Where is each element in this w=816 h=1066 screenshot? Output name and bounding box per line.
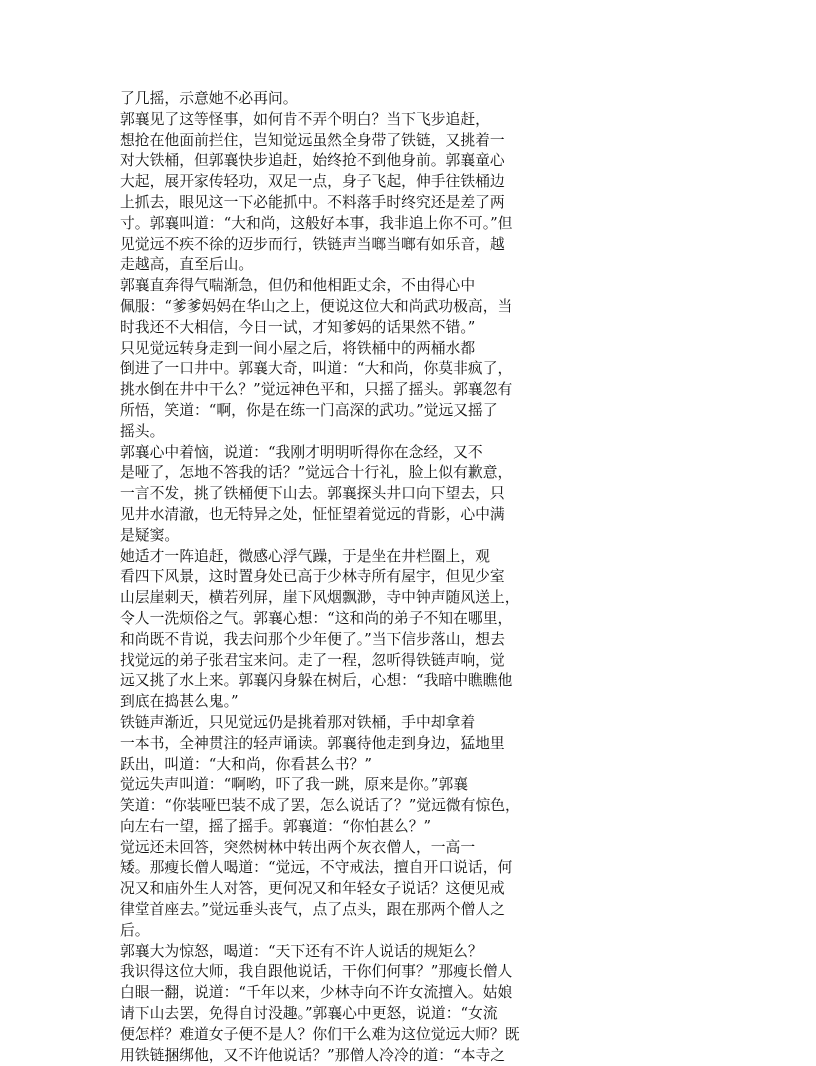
text-line: 山层崖刺天，横若列屏，崖下风烟飘渺，寺中钟声随风送上， — [120, 589, 520, 607]
text-line: 况又和庙外生人对答，更何况又和年轻女子说话？这便见戒 — [120, 880, 505, 898]
text-line: 用铁链捆绑他，又不许他说话？”那僧人冷冷的道：“本寺之 — [120, 1046, 506, 1064]
text-line: 请下山去罢，免得自讨没趣。”郭襄心中更怒，说道：“女流 — [120, 1005, 498, 1023]
text-line: 想抢在他面前拦住，岂知觉远虽然全身带了铁链，又挑着一 — [120, 131, 505, 149]
text-line: 是哑了，怎地不答我的话？”觉远合十行礼，脸上似有歉意， — [120, 464, 513, 482]
text-line: 走越高，直至后山。 — [120, 256, 254, 274]
text-line: 郭襄心中着恼，说道：“我刚才明明听得你在念经，又不 — [120, 443, 483, 461]
text-line: 铁链声渐近，只见觉远仍是挑着那对铁桶，手中却拿着 — [120, 713, 476, 731]
text-line: 远又挑了水上来。郭襄闪身躲在树后，心想：“我暗中瞧瞧他 — [120, 672, 513, 690]
text-line: 郭襄直奔得气喘渐急，但仍和他相距丈余，不由得心中 — [120, 277, 476, 295]
text-line: 看四下风景，这时置身处已高于少林寺所有屋宇，但见少室 — [120, 568, 505, 586]
text-line: 跃出，叫道：“大和尚，你看甚么书？” — [120, 755, 372, 773]
text-line: 寸。郭襄叫道：“大和尚，这般好本事，我非追上你不可。”但 — [120, 214, 513, 232]
text-line: 她适才一阵追赶，微感心浮气躁，于是坐在井栏圈上，观 — [120, 547, 490, 565]
text-line: 和尚既不肯说，我去问那个少年便了。”当下信步落山，想去 — [120, 630, 505, 648]
text-line: 后。 — [120, 921, 150, 939]
text-line: 一言不发，挑了铁桶便下山去。郭襄探头井口向下望去，只 — [120, 485, 505, 503]
text-line: 见井水清澈，也无特异之处，怔怔望着觉远的背影，心中满 — [120, 505, 505, 523]
text-line: 白眼一翻，说道：“千年以来，少林寺向不许女流擅入。姑娘 — [120, 984, 513, 1002]
text-line: 了几摇，示意她不必再问。 — [120, 90, 298, 107]
text-line: 矮。那瘦长僧人喝道：“觉远，不守戒法，擅自开口说话，何 — [120, 859, 513, 877]
text-line: 令人一洗烦俗之气。郭襄心想：“这和尚的弟子不知在哪里， — [120, 609, 513, 627]
text-line: 只见觉远转身走到一间小屋之后，将铁桶中的两桶水都 — [120, 339, 476, 357]
text-line: 佩服：“爹爹妈妈在华山之上，便说这位大和尚武功极高，当 — [120, 297, 513, 315]
text-line: 一本书，全神贯注的轻声诵读。郭襄待他走到身边，猛地里 — [120, 734, 505, 752]
text-line: 觉远还未回答，突然树林中转出两个灰衣僧人，一高一 — [120, 838, 476, 856]
novel-text-body — [120, 89, 520, 1066]
text-line: 向左右一望，摇了摇手。郭襄道：“你怕甚么？” — [120, 817, 432, 835]
text-line: 找觉远的弟子张君宝来问。走了一程，忽听得铁链声响，觉 — [120, 651, 505, 669]
text-line: 到底在捣甚么鬼。” — [120, 693, 239, 711]
text-line: 郭襄大为惊怒，喝道：“天下还有不许人说话的规矩么？ — [120, 942, 483, 960]
text-line: 觉远失声叫道：“啊哟，吓了我一跳，原来是你。”郭襄 — [120, 776, 469, 794]
text-line: 摇头。 — [120, 422, 165, 440]
text-line: 挑水倒在井中干么？”觉远神色平和，只摇了摇头。郭襄忽有 — [120, 381, 513, 399]
text-line: 所悟，笑道：“啊，你是在练一门高深的武功。”觉远又摇了 — [120, 401, 498, 419]
text-line: 律堂首座去。”觉远垂头丧气，点了点头，跟在那两个僧人之 — [120, 901, 505, 919]
text-line: 对大铁桶，但郭襄快步追赶，始终抢不到他身前。郭襄童心 — [120, 152, 505, 170]
text-line: 倒进了一口井中。郭襄大奇，叫道：“大和尚，你莫非疯了， — [120, 360, 513, 378]
text-line: 时我还不大相信，今日一试，才知爹妈的话果然不错。” — [120, 318, 476, 336]
text-line: 我识得这位大师，我自跟他说话，干你们何事？”那瘦长僧人 — [120, 963, 513, 981]
text-line: 大起，展开家传轻功，双足一点，身子飞起，伸手往铁桶边 — [120, 173, 505, 191]
text-line: 郭襄见了这等怪事，如何肯不弄个明白？当下飞步追赶， — [120, 110, 490, 128]
text-line: 上抓去，眼见这一下必能抓中。不料落手时终究还是差了两 — [120, 193, 505, 211]
text-line: 是疑窦。 — [120, 526, 180, 544]
text-line: 见觉远不疾不徐的迈步而行，铁链声当啷当啷有如乐音，越 — [120, 235, 505, 253]
text-line: 便怎样？难道女子便不是人？你们干么难为这位觉远大师？既 — [120, 1025, 520, 1043]
text-line: 笑道：“你装哑巴装不成了罢，怎么说话了？”觉远微有惊色， — [120, 797, 520, 815]
